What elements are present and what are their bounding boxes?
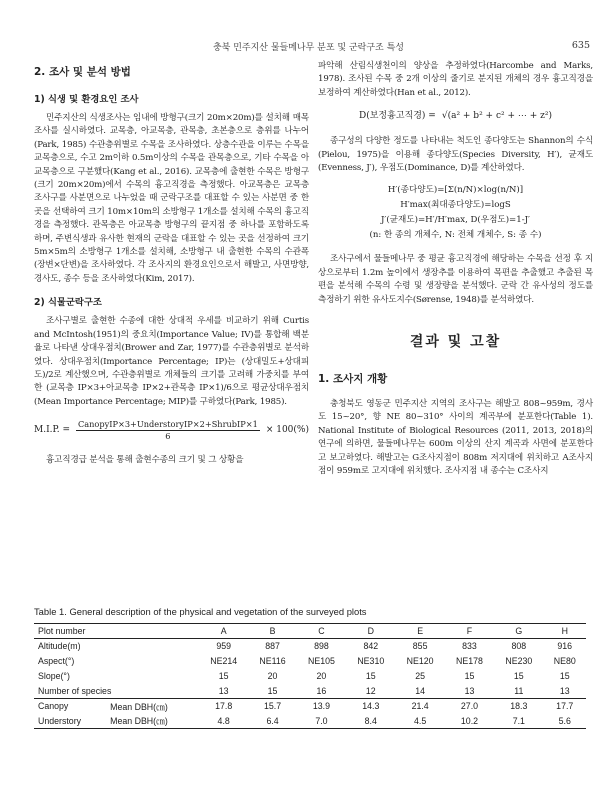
paragraph-survey-method: 민주지산의 식생조사는 임내에 방형구(크기 20m×20m)를 설치해 매목조사를 실시하였다. 교목층, 아교목층, 관목층, 초본층으로 층위를 나누어(Park, 1985) 수관층위별로 수목을 조사하였다. 상층수관을 이루는 수목을 교목층으로, 수고 2m이하 0.5m이상의 수목을 관목층으로, 기타 수목을 아교목층으로 구분했다(Kang et al., 2016). 교목층에 출현한 수목은 방형구(크기 20m×20m)에서 수목의 흉고직경을 측정했다. 아교목층은 교목층 조사구를 사분면으로 나누었을 때 군락구조를 대표할 수 있는 사분면 중 한 곳을 선택하여 크기 10m×10m의 소방형구 1개소를 설치해 수목의 흉고직경을 측정했다. 관목층은 아교목층 방형구의 끝지점 중 하나를 포함하도록 하며, 주변식생과 유사한 현재의 군락을 대표할 수 있는 곳을 선정하여 크기 5m×5m의 소방형구 1개소를 설치해, 소방형구 내 출현한 수목의 수관폭(장변×단변)을 조사하였다. 각 조사지의 환경요인으로서 해발고, 사면방향, 경사도, 종수 등을 조사하였다(Kim, 2017). (34, 113, 309, 284)
dbh-correction-expression: √(a² + b² + c² + ⋯ + z²) (441, 111, 552, 122)
table-cell: 11 (514, 685, 524, 696)
table-cell: NE178 (456, 656, 483, 666)
results-heading: 결과 및 고찰 (409, 334, 502, 351)
mip-fraction (76, 419, 260, 442)
table-cell: 27.0 (445, 699, 494, 714)
measure-label: Mean DBH(㎝) (106, 699, 199, 714)
row-label: Altitude(m) (38, 641, 81, 652)
table-cell: NE230 (505, 656, 533, 666)
table-cell: 5.6 (543, 714, 586, 729)
table-row (34, 714, 586, 729)
table-cell: 887 (265, 641, 280, 652)
table-cell: 959 (216, 641, 232, 652)
table-cell: 17.8 (199, 699, 248, 714)
formula-hmax: H′max(최대종다양도)=logS (400, 200, 511, 211)
table-cell: 15.7 (248, 699, 296, 714)
table-row (34, 654, 586, 669)
formula-shannon: H′(종다양도)=[Σ(n/N)×log(n/N)] (387, 185, 524, 196)
diversity-formulas (318, 183, 593, 243)
paragraph-succession: 파악해 산림식생천이의 양상을 추정하였다(Harcombe and Marks, 1978). 조사된 수목 중 2개 이상의 줄기로 분지된 개체의 경우 흉고직경을 보정하여 계산하였다(Han et al., 2012). (318, 61, 593, 98)
table-header-cell: B (248, 624, 296, 639)
table-cell: 20 (316, 671, 327, 681)
table-caption: Table 1. General description of the physical and vegetation of the surveyed plots (34, 606, 367, 617)
left-column (34, 60, 309, 476)
row-label: Slope(°) (38, 671, 70, 681)
table-cell: 15 (559, 671, 570, 681)
table-row (34, 684, 586, 699)
mip-denominator: 6 (165, 431, 171, 442)
table-row (34, 669, 586, 684)
table-row (34, 699, 586, 714)
table-header-cell: F (445, 624, 494, 639)
table-cell: NE310 (357, 656, 385, 666)
mip-suffix: × 100(%) (265, 425, 309, 436)
table-cell: 14 (415, 685, 426, 696)
paragraph-diversity: 종구성의 다양한 정도를 나타내는 척도인 종다양도는 Shannon의 수식(Pielou, 1975)을 이용해 종다양도(Species Diversity, H′), 균재도(Evenness, J′), 우점도(Dominance, D)를 계산하였다. (318, 136, 593, 174)
table-header-cell: C (297, 624, 346, 639)
table-cell: 7.1 (494, 714, 543, 729)
table-cell: NE120 (406, 656, 434, 666)
table-header-cell: A (199, 624, 248, 639)
running-title: 충북 민주지산 물들메나무 분포 및 군락구조 특성 (212, 43, 404, 53)
table-cell: 20 (267, 671, 278, 681)
measure-label: Mean DBH(㎝) (106, 714, 199, 729)
table-cell: 898 (314, 641, 329, 652)
table-cell: 808 (511, 641, 527, 652)
row-label: Number of species (38, 685, 112, 696)
table-cell: 18.3 (494, 699, 543, 714)
table-cell: 12 (365, 685, 376, 696)
table-cell: 13 (218, 685, 229, 696)
table-1 (34, 606, 586, 729)
table-cell: 15 (513, 671, 524, 681)
table-cell: 833 (462, 641, 477, 652)
table-cell: 14.3 (346, 699, 395, 714)
formula-legend: (n: 한 종의 개체수, N: 전체 개체수, S: 종 수) (369, 230, 542, 241)
table-cell: 4.5 (395, 714, 444, 729)
layer-label: Understory (34, 714, 106, 729)
table-cell: 7.0 (297, 714, 346, 729)
right-column (318, 60, 593, 487)
table-header-cell: G (494, 624, 543, 639)
plot-description-table (34, 623, 586, 729)
subsection-title-community: 2) 식물군락구조 (34, 297, 102, 309)
table-cell: 13 (559, 685, 570, 696)
table-cell: 916 (557, 641, 573, 652)
table-header-cell: H (543, 624, 586, 639)
table-row (34, 639, 586, 654)
table-cell: NE80 (553, 656, 576, 666)
layer-label: Canopy (34, 699, 106, 714)
formula-evenness-dominance: J′(균재도)=H′/H′max, D(우점도)=1-J′ (380, 215, 531, 226)
subsection-title-survey: 1) 식생 및 환경요인 조사 (34, 94, 139, 105)
table-cell: 13.9 (297, 699, 346, 714)
table-header-label: Plot number (34, 624, 199, 639)
table-cell: 21.4 (395, 699, 444, 714)
paragraph-community-structure: 조사구별로 출현한 수종에 대한 상대적 우세를 비교하기 위해 Curtis and McIntosh(1951)의 중요치(Importance Value; IV)를 통합해 백분율로 나타낸 상대우점치(Brower and Zar, 1977)를 수관층위별로 분석하였다. 상대우점치(Importance Percentage; IP)는 (상대밀도+상대피도)/2로 계산했으며, 수관층위별로 개체들의 크기를 고려해 가중치를 부여한 (교목층 IP×3+아교목층 IP×2+관목층 IP×1)/6으로 평균상대우점치(Mean Importance Percentage; MIP)를 구하였다(Park, 1985). (34, 316, 309, 407)
table-header-row (34, 624, 586, 639)
table-cell: 25 (415, 671, 426, 681)
paragraph-tree-age: 조사구에서 물들메나무 중 평균 흉고직경에 해당하는 수목을 선정 후 지상으로부터 1.2m 높이에서 생장추를 이용하여 목편을 추출했고 추출된 목편을 분석해 수목의 수령 및 생장량을 분석했다. 군락 간 유사성의 정도를 측정하기 위한 유사도지수(Sørense, 1948)를 분석하였다. (318, 254, 593, 305)
table-cell: 842 (363, 641, 379, 652)
table-cell: NE214 (210, 656, 238, 666)
table-cell: 15 (464, 671, 475, 681)
table-cell: 15 (218, 671, 229, 681)
table-cell: 16 (316, 685, 327, 696)
table-header-cell: E (395, 624, 444, 639)
table-cell: 17.7 (543, 699, 586, 714)
table-cell: 10.2 (445, 714, 494, 729)
table-cell: 13 (464, 685, 475, 696)
paragraph-site-overview: 충청북도 영동군 민주지산 지역의 조사구는 해발고 808~959m, 경사도 15~20°, 향 NE 80~310° 사이의 계곡부에 분포한다(Table 1). National Institute of Biological Resources (2011, 2013, 2018)의 연구에 의하면, 물들메나무는 600m 이상의 산지 계곡과 사면에 분포한다고 보고하였다. 해발고는 G조사지점이 808m 저지대에 위치하고 A조사지점이 959m로 고지대에 위치했다. 조사지점 내 종수는 C조사지 (318, 399, 593, 477)
table-cell: 855 (412, 641, 428, 652)
paragraph-dbh-analysis: 흉고직경급 분석을 통해 출현수종의 크기 및 그 상황을 (46, 455, 244, 466)
section-title-methods: 2. 조사 및 분석 방법 (34, 66, 131, 78)
table-cell: 6.4 (248, 714, 296, 729)
dbh-correction-equation (318, 110, 593, 123)
page-number: 635 (571, 40, 590, 51)
mip-numerator: CanopyIP×3+UnderstoryIP×2+ShrubIP×1 (78, 419, 258, 430)
mip-equation (34, 419, 309, 442)
table-header-cell: D (346, 624, 395, 639)
table-cell: 4.8 (199, 714, 248, 729)
table-cell: NE116 (259, 656, 286, 666)
table-cell: 8.4 (346, 714, 395, 729)
mip-label: M.I.P. = (34, 425, 70, 436)
table-cell: NE105 (307, 656, 335, 666)
page-header (0, 40, 612, 54)
table-cell: 15 (267, 685, 278, 696)
table-cell: 15 (365, 671, 376, 681)
section-title-site-overview: 1. 조사지 개황 (318, 373, 388, 386)
dbh-correction-label: D(보정흉고직경) = (359, 111, 436, 122)
row-label: Aspect(°) (38, 656, 75, 666)
